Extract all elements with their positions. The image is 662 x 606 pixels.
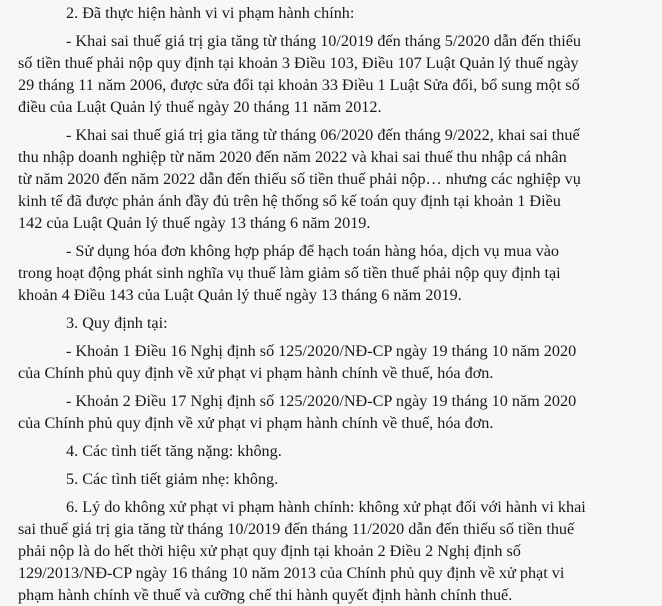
para-6-line-2: sai thuế giá trị gia tăng từ tháng 10/2019 đến tháng 11/2020 dẫn đến thiếu số tiền thuế [18, 520, 575, 538]
para-2-line-4: kinh tế đã được phản ánh đầy đủ trên hệ thống sổ kế toán quy định tại khoản 1 Điều [18, 192, 561, 210]
heading-5: 5. Các tình tiết giảm nhẹ: không. [66, 470, 279, 488]
regulation-1-line-1: - Khoản 1 Điều 16 Nghị định số 125/2020/NĐ-CP ngày 19 tháng 10 năm 2020 [66, 342, 577, 360]
regulation-2-line-1: - Khoản 2 Điều 17 Nghị định số 125/2020/NĐ-CP ngày 19 tháng 10 năm 2020 [66, 392, 577, 410]
para-6-line-4: 129/2013/NĐ-CP ngày 16 tháng 10 năm 2013 của Chính phủ quy định về xử phạt vi [18, 564, 565, 582]
para-3-line-2: trong hoạt động phát sinh nghĩa vụ thuế làm giảm số tiền thuế phải nộp quy định tại [18, 264, 561, 282]
para-6-line-3: phải nộp là do hết thời hiệu xử phạt quy định tại khoản 2 Điều 2 Nghị định số [18, 542, 521, 560]
para-2-line-1: - Khai sai thuế giá trị gia tăng từ tháng 06/2020 đến tháng 9/2022, khai sai thuế [66, 126, 580, 144]
regulation-1-line-2: của Chính phủ quy định về xử phạt vi phạm hành chính về thuế, hóa đơn. [18, 364, 494, 382]
heading-4: 4. Các tình tiết tăng nặng: không. [66, 442, 282, 460]
para-6-line-5: phạm hành chính về thuế và cưỡng chế thi hành quyết định hành chính thuế. [18, 586, 513, 604]
para-2-line-5: 142 của Luật Quản lý thuế ngày 13 tháng 6 năm 2019. [18, 214, 371, 232]
para-3-line-1: - Sử dụng hóa đơn không hợp pháp để hạch toán hàng hóa, dịch vụ mua vào [66, 242, 559, 260]
para-1-line-4: điều của Luật Quản lý thuế ngày 20 tháng 11 năm 2012. [18, 98, 382, 116]
para-1-line-1: - Khai sai thuế giá trị gia tăng từ tháng 10/2019 đến tháng 5/2020 dẫn đến thiếu [66, 32, 581, 50]
heading-2: 2. Đã thực hiện hành vi vi phạm hành chính: [66, 4, 355, 22]
para-2-line-2: thu nhập doanh nghiệp từ năm 2020 đến năm 2022 và khai sai thuế thu nhập cá nhân [18, 148, 567, 166]
para-1-line-3: 29 tháng 11 năm 2006, được sửa đổi tại khoản 33 Điều 1 Luật Sửa đổi, bổ sung một số [18, 76, 580, 94]
heading-3: 3. Quy định tại: [66, 314, 168, 332]
para-3-line-3: khoản 4 Điều 143 của Luật Quản lý thuế ngày 13 tháng 6 năm 2019. [18, 286, 462, 304]
para-6-line-1: 6. Lý do không xử phạt vi phạm hành chính: không xử phạt đối với hành vi khai [66, 498, 586, 516]
regulation-2-line-2: của Chính phủ quy định về xử phạt vi phạm hành chính về thuế, hóa đơn. [18, 414, 494, 432]
para-2-line-3: từ năm 2020 đến năm 2022 dẫn đến thiếu số tiền thuế phải nộp… nhưng các nghiệp vụ [18, 170, 581, 188]
para-1-line-2: số tiền thuế phải nộp quy định tại khoản 3 Điều 103, Điều 107 Luật Quản lý thuế ngày [18, 54, 579, 72]
